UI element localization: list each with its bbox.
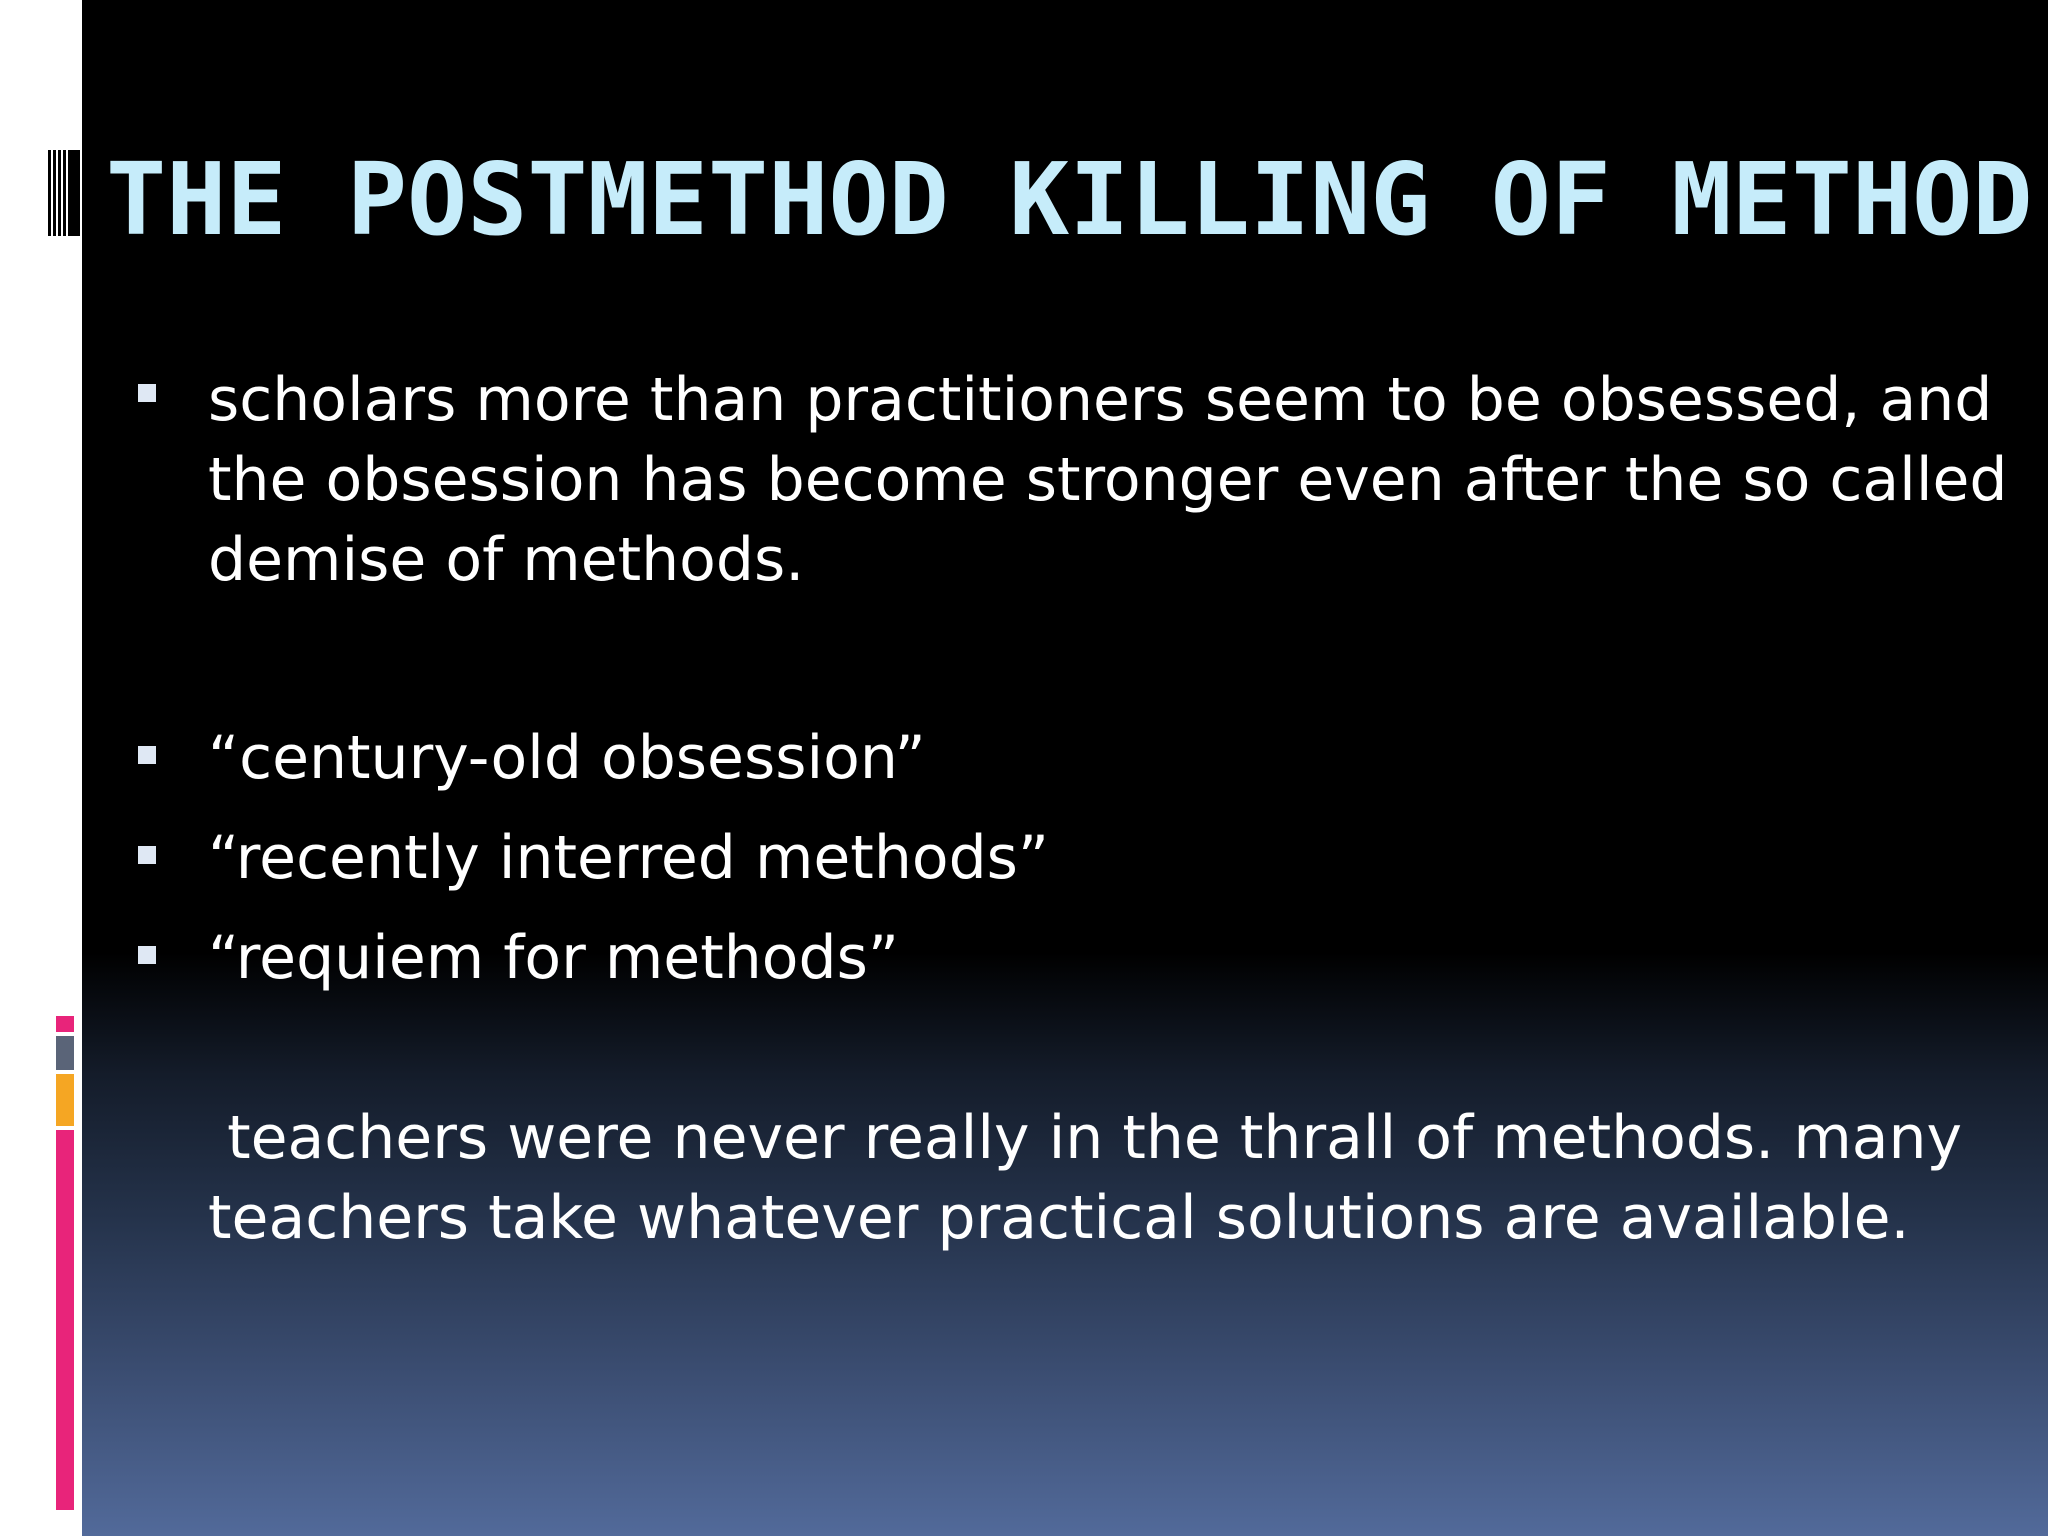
decorative-bar-pink-small (56, 1016, 74, 1032)
decorative-bar-gray (56, 1036, 74, 1070)
square-bullet-icon (138, 384, 156, 402)
decorative-bar-orange (56, 1074, 74, 1126)
bullet-item: “requiem for methods” (208, 923, 899, 993)
bullet-item: “recently interred methods” (208, 823, 1049, 893)
slide-title: THE POSTMETHOD KILLING OF METHOD (106, 141, 2033, 258)
bullet-item: “century-old obsession” (208, 723, 926, 793)
decorative-bar-pink (56, 1130, 74, 1510)
square-bullet-icon (138, 746, 156, 764)
decorative-stripes (48, 150, 80, 236)
bullet-item: scholars more than practitioners seem to be obsessed, and the obsession has become stronger even after the so called demise of methods. (208, 365, 2008, 595)
slide-note: teachers were never really in the thrall of methods. many teachers take whatever practical solutions are available. (208, 1103, 1982, 1253)
square-bullet-icon (138, 946, 156, 964)
square-bullet-icon (138, 846, 156, 864)
